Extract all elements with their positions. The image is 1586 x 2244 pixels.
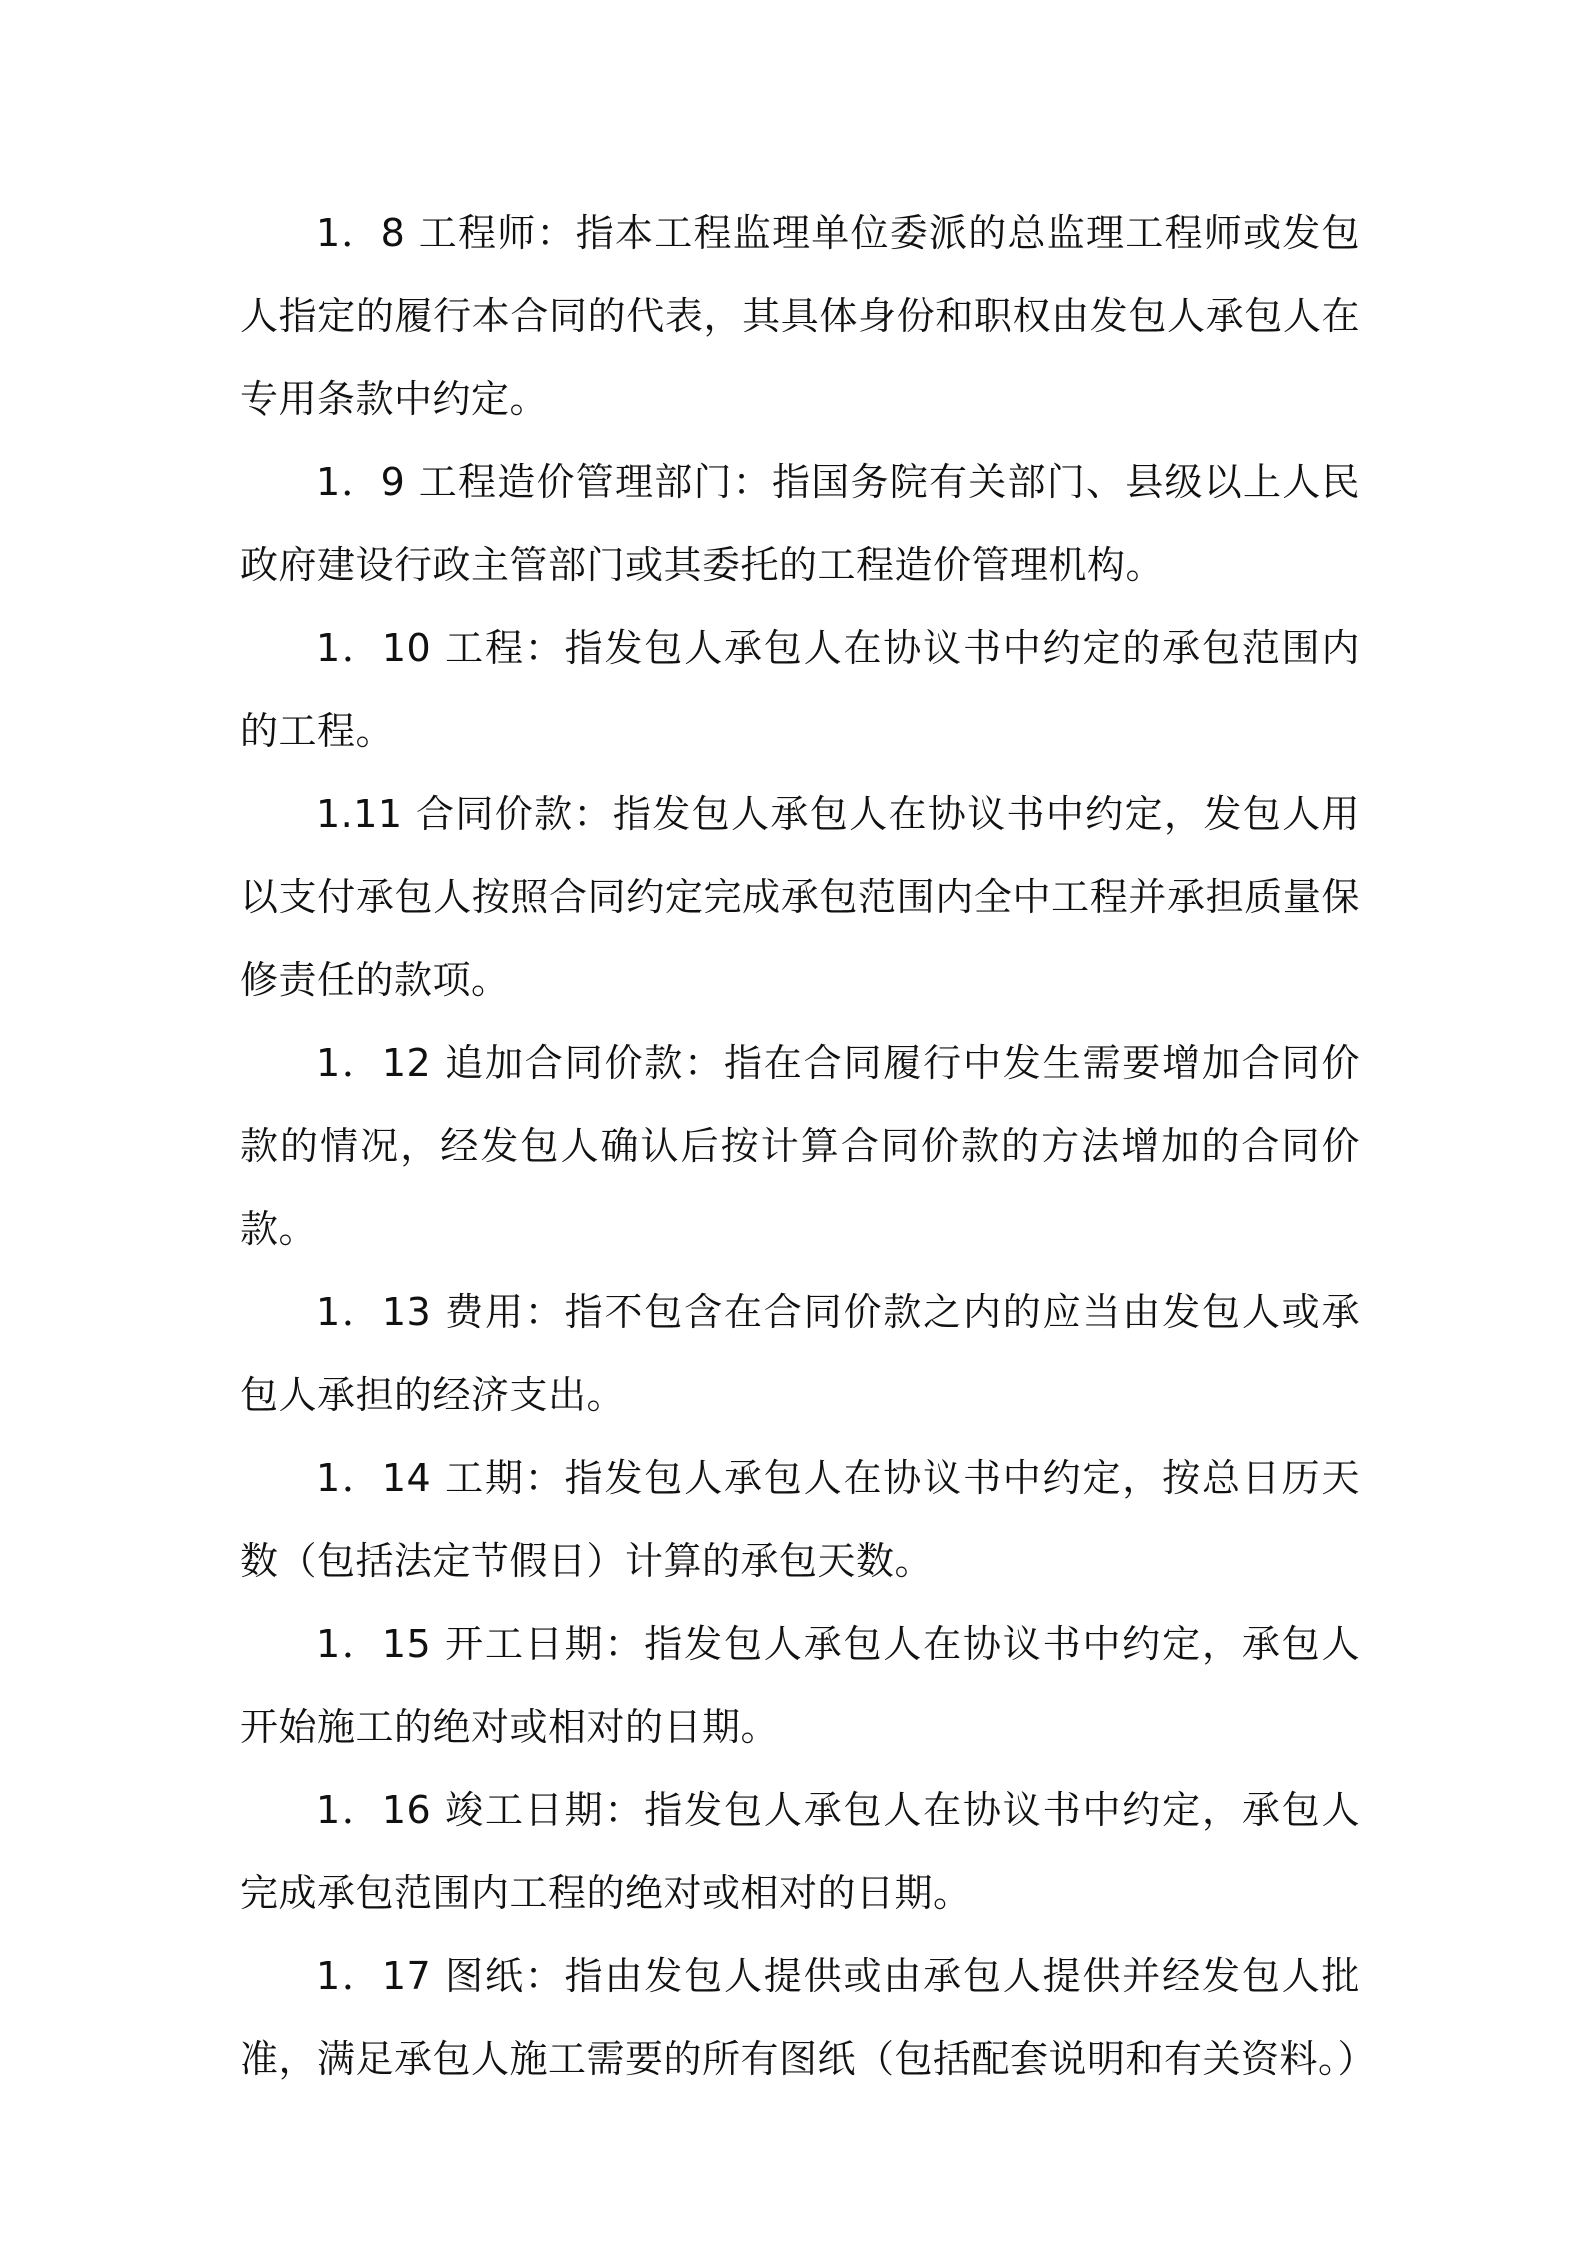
document-body bbox=[240, 192, 1377, 2101]
clause-1-15: 1．15 开工日期：指发包人承包人在协议书中约定，承包人开始施工的绝对或相对的日期。 bbox=[240, 1622, 1360, 1749]
clause-1-10: 1．10 工程：指发包人承包人在协议书中约定的承包范围内的工程。 bbox=[240, 626, 1360, 753]
clause-1-11: 1.11 合同价款：指发包人承包人在协议书中约定，发包人用以支付承包人按照合同约定完成承包范围内全中工程并承担质量保修责任的款项。 bbox=[240, 792, 1360, 1002]
clause-1-8: 1．8 工程师：指本工程监理单位委派的总监理工程师或发包人指定的履行本合同的代表，其具体身份和职权由发包人承包人在专用条款中约定。 bbox=[240, 211, 1360, 421]
clause-1-12: 1．12 追加合同价款：指在合同履行中发生需要增加合同价款的情况，经发包人确认后按计算合同价款的方法增加的合同价款。 bbox=[240, 1041, 1360, 1251]
clause-1-9: 1．9 工程造价管理部门：指国务院有关部门、县级以上人民政府建设行政主管部门或其委托的工程造价管理机构。 bbox=[240, 460, 1360, 587]
clause-1-14: 1．14 工期：指发包人承包人在协议书中约定，按总日历天数（包括法定节假日）计算的承包天数。 bbox=[240, 1456, 1360, 1583]
clause-1-13: 1．13 费用：指不包含在合同价款之内的应当由发包人或承包人承担的经济支出。 bbox=[240, 1290, 1360, 1417]
clause-1-16: 1．16 竣工日期：指发包人承包人在协议书中约定，承包人完成承包范围内工程的绝对或相对的日期。 bbox=[240, 1788, 1360, 1915]
clause-1-17: 1．17 图纸：指由发包人提供或由承包人提供并经发包人批准，满足承包人施工需要的所有图纸（包括配套说明和有关资料。） bbox=[240, 1954, 1377, 2081]
